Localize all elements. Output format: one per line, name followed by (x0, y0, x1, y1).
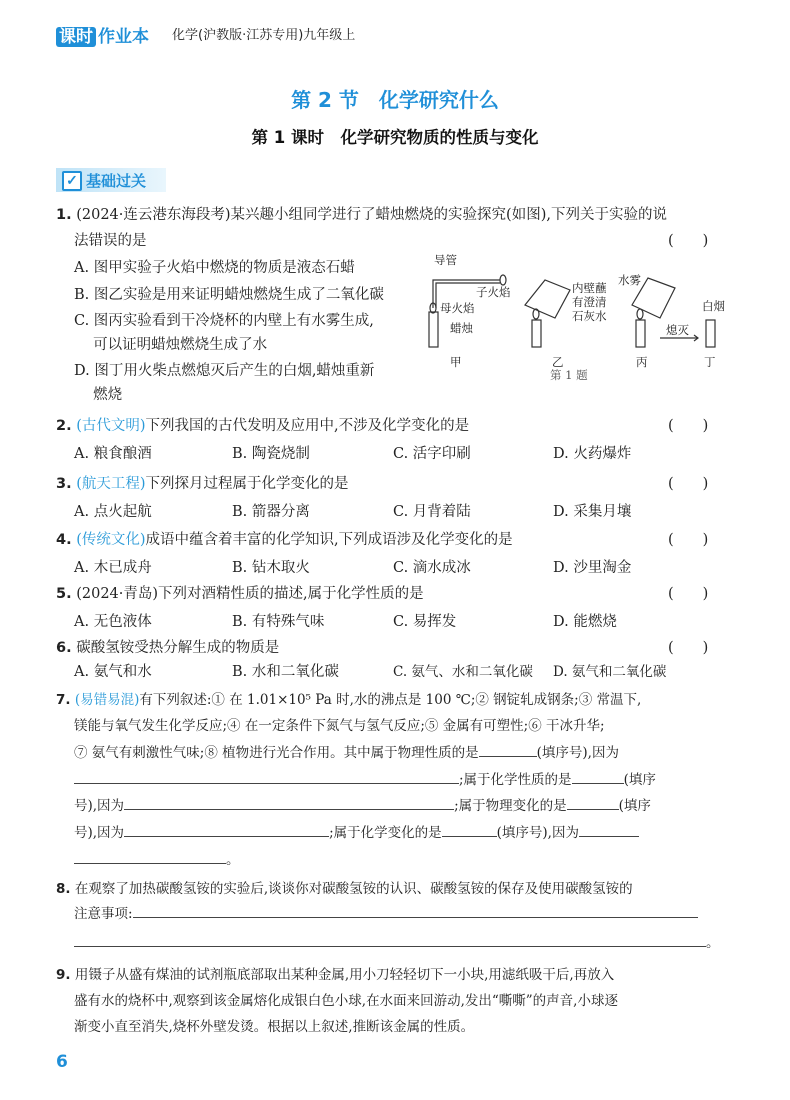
logo-box: 课时 (56, 27, 96, 47)
page-number: 6 (56, 1052, 68, 1072)
answer-paren[interactable]: ( ) (668, 476, 709, 492)
answer-blank[interactable] (572, 769, 624, 784)
q2-option-c: C. 活字印刷 (393, 446, 471, 462)
label-mother-flame: 母火焰 (440, 301, 475, 315)
q8-line1: 8. 在观察了加热碳酸氢铵的实验后,谈谈你对碳酸氢铵的认识、碳酸氢铵的保存及使用碳酸氢铵的 (56, 881, 633, 897)
q7-line2: 镁能与氧气发生化学反应;④ 在一定条件下氮气与氢气反应;⑤ 金属有可塑性;⑥ 干冰升华; (74, 718, 605, 734)
q8-line3: 。 (74, 931, 720, 951)
q4-option-a: A. 木已成舟 (74, 560, 152, 576)
label-jia: 甲 (450, 355, 462, 369)
q1-option-b: B. 图乙实验是用来证明蜡烛燃烧生成了二氧化碳 (74, 287, 384, 303)
answer-blank[interactable] (124, 822, 329, 837)
answer-blank[interactable] (133, 903, 698, 918)
label-mist: 水雾 (618, 273, 641, 287)
answer-blank[interactable] (579, 822, 639, 837)
q3-stem: 3. (航天工程)下列探月过程属于化学变化的是 (56, 476, 349, 492)
q5-option-b: B. 有特殊气味 (232, 614, 325, 630)
q5-option-a: A. 无色液体 (74, 614, 152, 630)
q5-option-d: D. 能燃烧 (553, 614, 617, 630)
label-child-flame: 子火焰 (476, 285, 511, 299)
checkbox-icon: ✓ (62, 171, 82, 191)
q3-option-c: C. 月背着陆 (393, 504, 471, 520)
q7-line1: 7. (易错易混)有下列叙述:① 在 1.01×10⁵ Pa 时,水的沸点是 100 ℃;② 钢锭轧成钢条;③ 常温下, (56, 692, 642, 708)
q1-option-c: C. 图丙实验看到干冷烧杯的内壁上有水雾生成, (74, 313, 374, 329)
book-subtitle: 化学(沪教版·江苏专用)九年级上 (172, 28, 356, 43)
q1-option-a: A. 图甲实验子火焰中燃烧的物质是液态石蜡 (74, 260, 355, 276)
q7-line4: ;属于化学性质的是 (填序 (74, 768, 656, 788)
answer-blank[interactable] (74, 849, 226, 864)
q4-option-b: B. 钻木取火 (232, 560, 310, 576)
section-title: 第 2 节 化学研究什么 (291, 88, 499, 112)
label-candle: 蜡烛 (450, 321, 473, 335)
label-smoke: 白烟 (702, 299, 725, 313)
q4-option-d: D. 沙里淘金 (553, 560, 632, 576)
label-tube: 导管 (434, 253, 457, 267)
answer-paren[interactable]: ( ) (668, 418, 709, 434)
q6-option-a: A. 氨气和水 (74, 664, 152, 680)
q1-option-c-cont: 可以证明蜡烛燃烧生成了水 (74, 337, 268, 353)
q7-line5: 号),因为 ;属于物理变化的是 (填序 (74, 794, 651, 814)
answer-blank[interactable] (74, 932, 706, 947)
candle-experiment-figure (410, 250, 740, 380)
figure-caption: 第 1 题 (550, 368, 588, 382)
label-limewater-2: 有澄清 (572, 295, 607, 309)
q7-line3: ⑦ 氨气有刺激性气味;⑧ 植物进行光合作用。其中属于物理性质的是 (填序号),因为 (74, 741, 619, 761)
label-yi: 乙 (552, 355, 564, 369)
q6-option-d: D. 氨气和二氧化碳 (553, 664, 667, 680)
label-limewater-3: 石灰水 (572, 309, 607, 323)
label-bing: 丙 (636, 355, 648, 369)
q5-stem: 5. (2024·青岛)下列对酒精性质的描述,属于化学性质的是 (56, 586, 424, 602)
brand-logo (56, 22, 149, 47)
section-label: 基础过关 (86, 172, 147, 190)
q6-option-b: B. 水和二氧化碳 (232, 664, 339, 680)
answer-blank[interactable] (479, 742, 537, 757)
q2-stem: 2. (古代文明)下列我国的古代发明及应用中,不涉及化学变化的是 (56, 418, 470, 434)
q1-line2: 法错误的是 (74, 233, 147, 249)
label-extinguish: 熄灭 (666, 323, 689, 337)
q2-option-d: D. 火药爆炸 (553, 446, 632, 462)
answer-paren[interactable]: ( ) (668, 586, 709, 602)
answer-blank[interactable] (442, 822, 497, 837)
answer-paren[interactable]: ( ) (668, 640, 709, 656)
answer-blank[interactable] (74, 769, 459, 784)
answer-blank[interactable] (124, 795, 454, 810)
q5-option-c: C. 易挥发 (393, 614, 457, 630)
q7-line7: 。 (74, 848, 240, 868)
q8-line2: 注意事项: (74, 902, 698, 922)
label-limewater-1: 内壁蘸 (572, 281, 607, 295)
answer-paren[interactable]: ( ) (668, 233, 709, 249)
q1-option-d: D. 图丁用火柴点燃熄灭后产生的白烟,蜡烛重新 (74, 363, 375, 379)
label-ding: 丁 (704, 355, 716, 369)
logo-text: 作业本 (98, 27, 149, 47)
q4-option-c: C. 滴水成冰 (393, 560, 471, 576)
q2-option-b: B. 陶瓷烧制 (232, 446, 310, 462)
answer-blank[interactable] (567, 795, 619, 810)
q6-stem: 6. 碳酸氢铵受热分解生成的物质是 (56, 640, 280, 656)
q3-option-a: A. 点火起航 (74, 504, 152, 520)
q1-line1: 1. (2024·连云港东海段考)某兴趣小组同学进行了蜡烛燃烧的实验探究(如图),下列关于实验的说 (56, 207, 667, 223)
answer-paren[interactable]: ( ) (668, 532, 709, 548)
q2-option-a: A. 粮食酿酒 (74, 446, 152, 462)
lesson-title: 第 1 课时 化学研究物质的性质与变化 (251, 128, 539, 147)
q4-stem: 4. (传统文化)成语中蕴含着丰富的化学知识,下列成语涉及化学变化的是 (56, 532, 513, 548)
q3-option-d: D. 采集月壤 (553, 504, 632, 520)
q6-option-c: C. 氨气、水和二氧化碳 (393, 664, 533, 680)
q9-line1: 9. 用镊子从盛有煤油的试剂瓶底部取出某种金属,用小刀轻轻切下一小块,用滤纸吸干后,再放入 (56, 967, 615, 983)
q9-line3: 渐变小直至消失,烧杯外壁发烫。根据以上叙述,推断该金属的性质。 (74, 1019, 475, 1035)
q9-line2: 盛有水的烧杯中,观察到该金属熔化成银白色小球,在水面来回游动,发出“嘶嘶”的声音,小球逐 (74, 993, 618, 1009)
q3-option-b: B. 箭器分离 (232, 504, 310, 520)
q7-line6: 号),因为 ;属于化学变化的是 (填序号),因为 (74, 821, 639, 841)
q1-option-d-cont: 燃烧 (74, 387, 123, 403)
section-header (56, 168, 756, 192)
